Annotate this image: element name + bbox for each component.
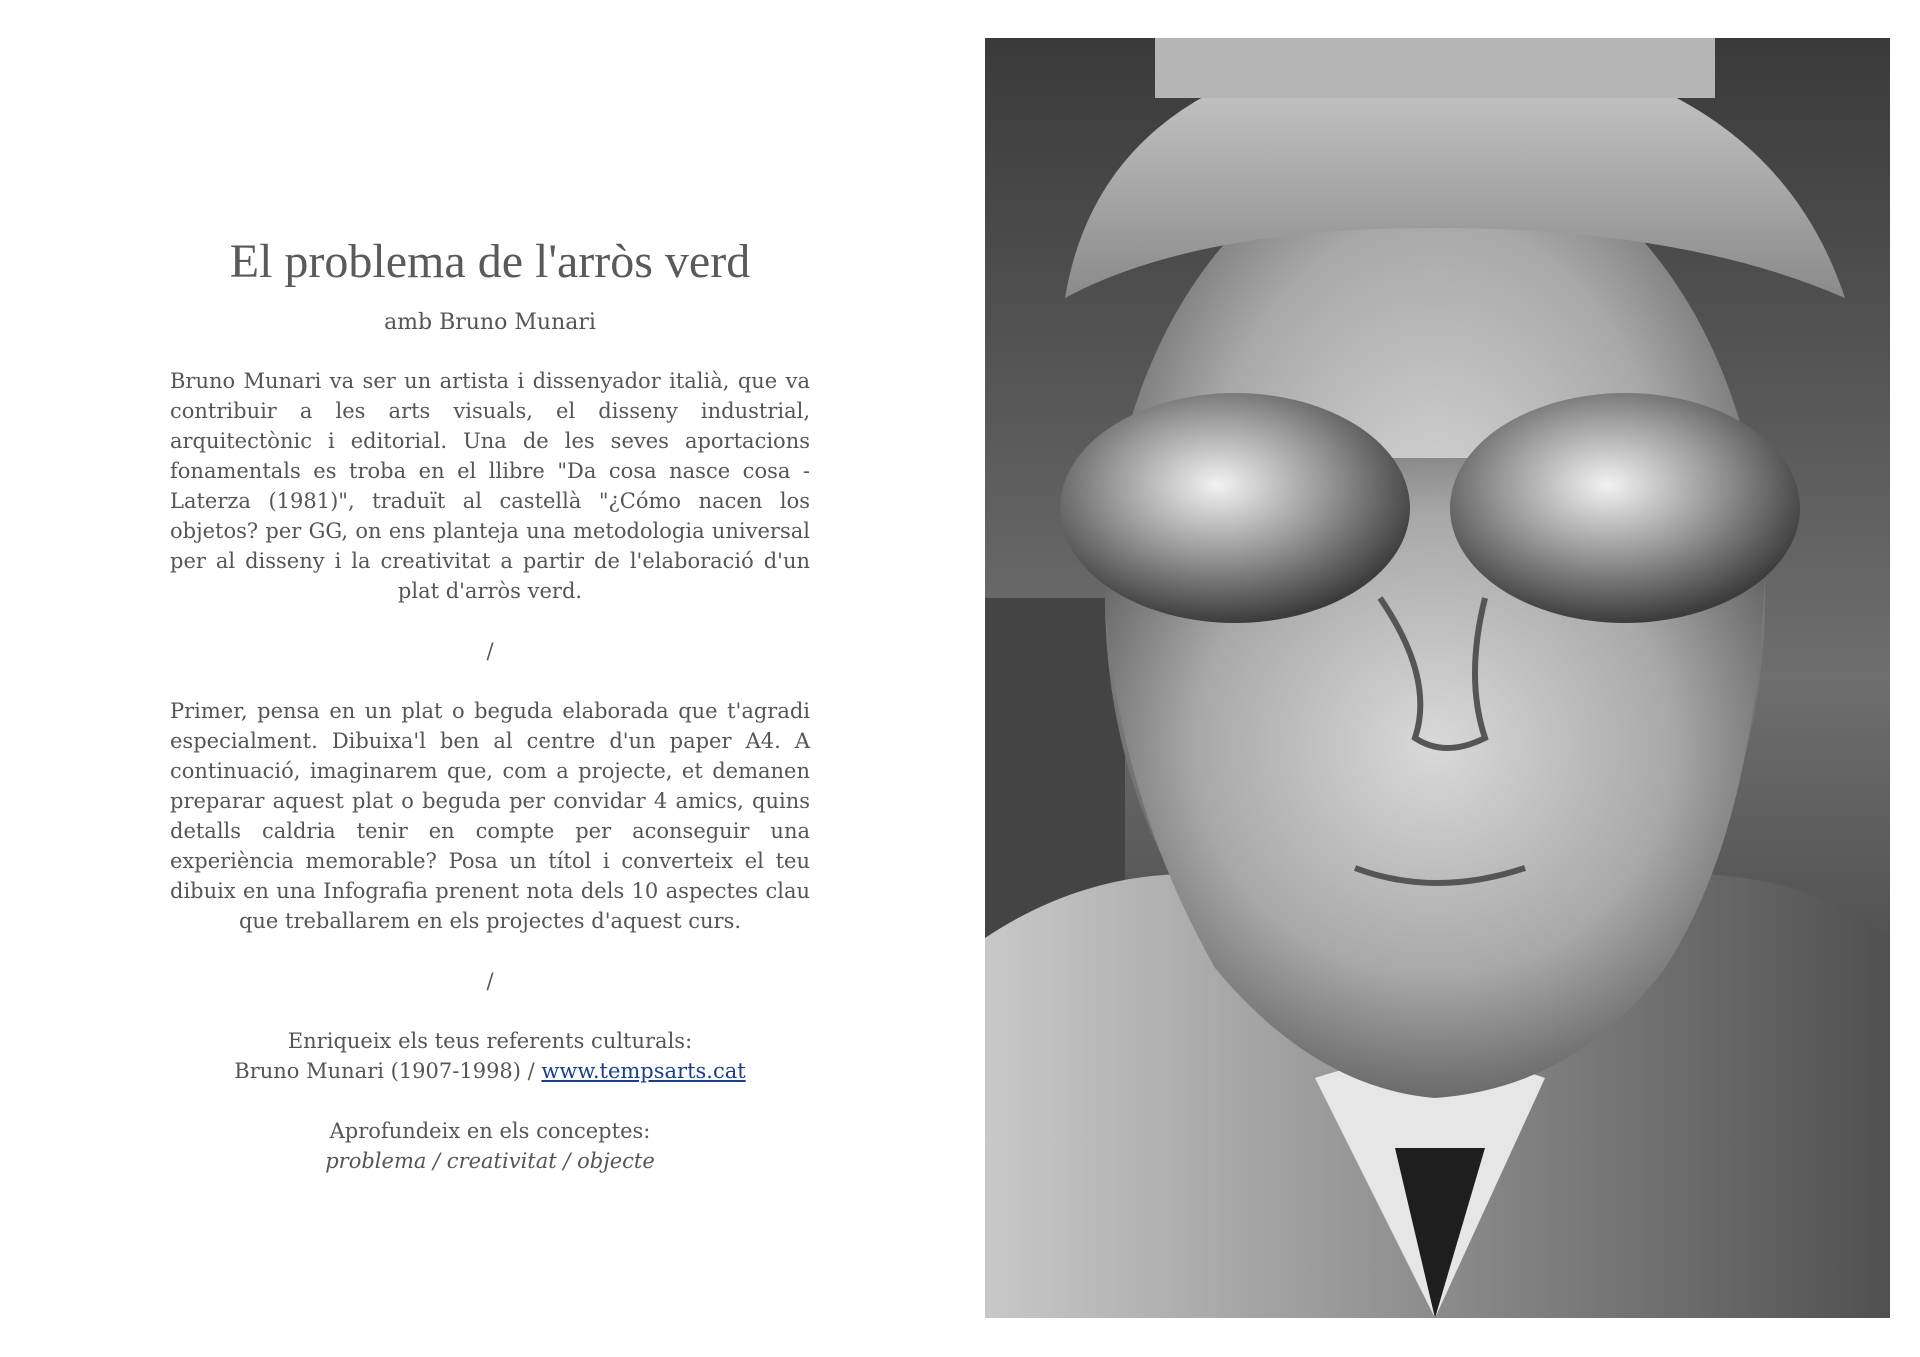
portrait-photo <box>985 38 1890 1318</box>
tempsarts-link[interactable]: www.tempsarts.cat <box>541 1059 746 1083</box>
references-name: Bruno Munari (1907-1998) / <box>234 1059 542 1083</box>
references-label: Enriqueix els teus referents culturals: <box>287 1029 693 1053</box>
article-column <box>170 230 810 1176</box>
photo-credit <box>1895 640 1915 1330</box>
page-title: El problema de l'arròs verd <box>229 235 751 288</box>
references-line <box>170 1056 810 1086</box>
concepts-label: Aprofundeix en els conceptes: <box>329 1119 651 1143</box>
separator: / <box>486 969 494 993</box>
exercise-paragraph: Primer, pensa en un plat o beguda elaborada que t'agradi especialment. Dibuixa'l ben al centre d'un paper A4. A continuació, imaginarem que, com a projecte, et demanen preparar aquest plat o beguda per convidar 4 amics, quins detalls caldria tenir en compte per aconseguir una experiència memorable? Posa un títol i converteix el teu dibuix en una Infografia prenent nota dels 10 aspectes clau que treballarem en els projectes d'aquest curs. <box>170 699 810 933</box>
separator: / <box>486 639 494 663</box>
page-subtitle: amb Bruno Munari <box>384 310 596 335</box>
intro-paragraph: Bruno Munari va ser un artista i dissenyador italià, que va contribuir a les arts visuals, el disseny industrial, arquitectònic i editorial. Una de les seves aportacions fonamentals es troba en el llibre "Da cosa nasce cosa - Laterza (1981)", traduït al castellà "¿Cómo nacen los objetos? per GG, on ens planteja una metodologia universal per al disseny i la creativitat a partir de l'elaboració d'un plat d'arròs verd. <box>170 369 810 603</box>
concepts-list: problema / creativitat / objecte <box>325 1149 655 1173</box>
references-block <box>170 1026 810 1086</box>
portrait-photo-icon <box>985 38 1890 1318</box>
concepts-block <box>170 1116 810 1176</box>
